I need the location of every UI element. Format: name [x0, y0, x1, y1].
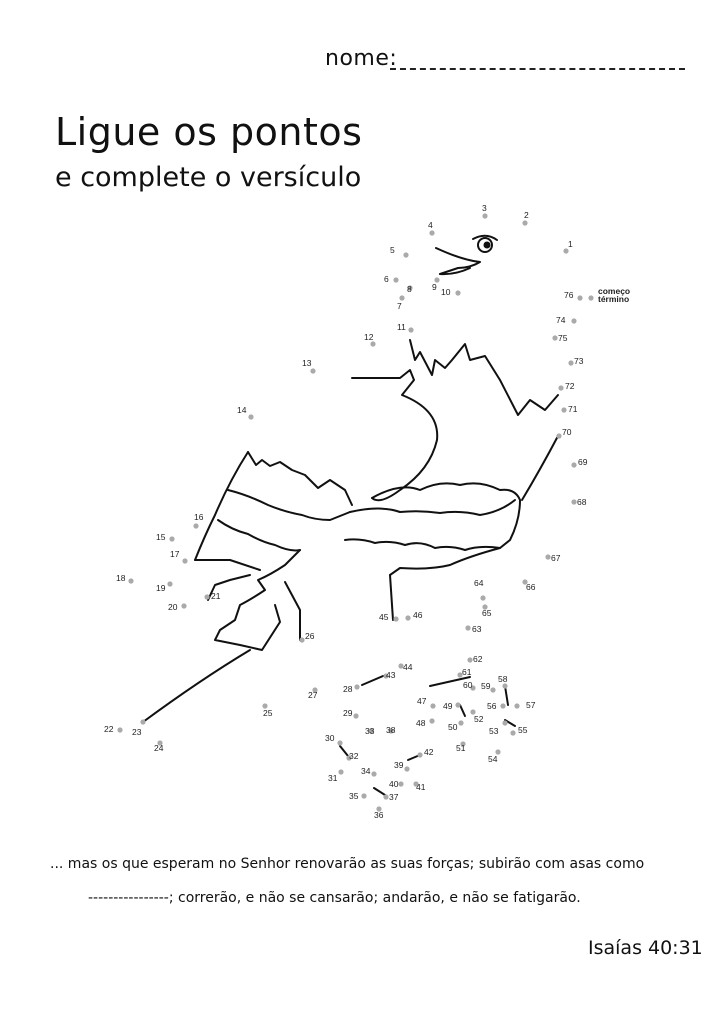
dot-label-62: 62 — [473, 654, 483, 664]
dot-49[interactable] — [455, 702, 460, 707]
dot-label-60: 60 — [463, 680, 473, 690]
dot-label-73: 73 — [574, 356, 584, 366]
wing-upper — [352, 370, 437, 500]
dot-label-28: 28 — [343, 684, 353, 694]
dot-label-48: 48 — [416, 718, 426, 728]
dot-57[interactable] — [514, 703, 519, 708]
dot-label-11: 11 — [397, 322, 406, 332]
dot-label-43: 43 — [386, 670, 396, 680]
eagle-leg — [285, 582, 300, 640]
dot-76[interactable] — [577, 295, 582, 300]
dot-label-21: 21 — [211, 591, 221, 601]
dot-31[interactable] — [338, 769, 343, 774]
end-label: término — [598, 294, 630, 304]
dot-label-19: 19 — [156, 583, 166, 593]
dot-55[interactable] — [510, 730, 515, 735]
eagle-tail — [215, 550, 300, 650]
dot-label-29: 29 — [343, 708, 353, 718]
neck-feathers — [410, 340, 558, 415]
dot-label-51: 51 — [456, 743, 466, 753]
dot-30[interactable] — [337, 740, 342, 745]
eagle-body — [372, 483, 520, 575]
dot-label-31: 31 — [328, 773, 338, 783]
dot-label-44: 44 — [403, 662, 413, 672]
verse-line-1: ... mas os que esperam no Senhor renovarão as suas forças; subirão com asas como — [50, 856, 645, 872]
dot-40[interactable] — [398, 781, 403, 786]
dot-label-18: 18 — [116, 573, 126, 583]
name-label: nome: — [325, 46, 398, 71]
dot-28[interactable] — [354, 684, 359, 689]
dot-label-22: 22 — [104, 724, 114, 734]
dot-label-42: 42 — [424, 747, 434, 757]
dot-35[interactable] — [361, 793, 366, 798]
dot-label-61: 61 — [462, 667, 472, 677]
dot-label-37: 37 — [389, 792, 399, 802]
page-subtitle: e complete o versículo — [55, 162, 362, 193]
dot-label-57: 57 — [526, 700, 536, 710]
dot-label-50: 50 — [448, 722, 458, 732]
dot-label-65: 65 — [482, 608, 492, 618]
dot-label-2: 2 — [524, 210, 529, 220]
dot-74[interactable] — [571, 318, 576, 323]
verse-line-2: ----------------; correrão, e não se cansarão; andarão, e não se fatigarão. — [88, 890, 581, 906]
dot-48[interactable] — [429, 718, 434, 723]
dot-16[interactable] — [193, 523, 198, 528]
dot-label-34: 34 — [361, 766, 371, 776]
dot-label-70: 70 — [562, 427, 572, 437]
dot-29[interactable] — [353, 713, 358, 718]
start-dot[interactable] — [588, 295, 593, 300]
dot-label-3: 3 — [482, 203, 487, 213]
dot-71[interactable] — [561, 407, 566, 412]
dot-72[interactable] — [558, 385, 563, 390]
dot-label-49: 49 — [443, 701, 453, 711]
dot-26[interactable] — [299, 637, 304, 642]
dot-label-5: 5 — [390, 245, 395, 255]
dot-label-17: 17 — [170, 549, 180, 559]
dot-label-8: 8 — [407, 284, 412, 294]
dot-label-45: 45 — [379, 612, 389, 622]
dot-label-67: 67 — [551, 553, 561, 563]
dot-58[interactable] — [502, 683, 507, 688]
dot-label-1: 1 — [568, 239, 573, 249]
dot-label-64: 64 — [474, 578, 484, 588]
dot-70[interactable] — [556, 433, 561, 438]
dot-73[interactable] — [568, 360, 573, 365]
dot-label-23: 23 — [132, 727, 142, 737]
dot-75[interactable] — [552, 335, 557, 340]
dot-label-75: 75 — [558, 333, 568, 343]
dot-1[interactable] — [563, 248, 568, 253]
dot-label-76: 76 — [564, 290, 574, 300]
dot-label-68: 68 — [577, 497, 587, 507]
dot-47[interactable] — [430, 703, 435, 708]
dot-63[interactable] — [465, 625, 470, 630]
dot-37[interactable] — [383, 794, 388, 799]
start-end-marker — [598, 286, 630, 304]
dot-label-41: 41 — [416, 782, 426, 792]
dot-label-53: 53 — [489, 726, 499, 736]
dot-label-74: 74 — [556, 315, 566, 325]
dot-label-66: 66 — [526, 582, 536, 592]
dot-14[interactable] — [248, 414, 253, 419]
dot-11[interactable] — [408, 327, 413, 332]
dot-label-55: 55 — [518, 725, 528, 735]
dot-label-46: 46 — [413, 610, 423, 620]
dot-45[interactable] — [393, 616, 398, 621]
dot-label-7: 7 — [397, 301, 402, 311]
dot-13[interactable] — [310, 368, 315, 373]
dot-17[interactable] — [182, 558, 187, 563]
dot-53[interactable] — [502, 720, 507, 725]
dot-67[interactable] — [545, 554, 550, 559]
dot-label-26: 26 — [305, 631, 315, 641]
dot-label-56: 56 — [487, 701, 497, 711]
page-title: Ligue os pontos — [55, 110, 363, 154]
beak-upper — [436, 248, 480, 274]
dot-label-6: 6 — [384, 274, 389, 284]
dot-label-12: 12 — [364, 332, 374, 342]
dot-label-4: 4 — [428, 220, 433, 230]
dot-label-52: 52 — [474, 714, 484, 724]
dot-64[interactable] — [480, 595, 485, 600]
dot-label-47: 47 — [417, 696, 427, 706]
dot-46[interactable] — [405, 615, 410, 620]
dot-label-9: 9 — [432, 282, 437, 292]
dot-34[interactable] — [371, 771, 376, 776]
dot-label-20: 20 — [168, 602, 178, 612]
dot-56[interactable] — [500, 703, 505, 708]
verse-reference: Isaías 40:31 — [588, 937, 703, 959]
dot-18[interactable] — [128, 578, 133, 583]
dot-62[interactable] — [467, 657, 472, 662]
dot-3[interactable] — [482, 213, 487, 218]
dot-label-40: 40 — [389, 779, 399, 789]
dot-10[interactable] — [455, 290, 460, 295]
dot-59[interactable] — [490, 687, 495, 692]
dot-20[interactable] — [181, 603, 186, 608]
dot-23[interactable] — [140, 719, 145, 724]
dot-label-38: 38 — [386, 725, 396, 735]
dot-label-30: 30 — [325, 733, 335, 743]
dot-69[interactable] — [571, 462, 576, 467]
dot-6[interactable] — [393, 277, 398, 282]
wing-left — [248, 452, 352, 505]
dot-label-25: 25 — [263, 708, 273, 718]
dot-12[interactable] — [370, 341, 375, 346]
dot-7[interactable] — [399, 295, 404, 300]
dot-22[interactable] — [117, 727, 122, 732]
dot-label-13: 13 — [302, 358, 312, 368]
dot-label-36: 36 — [374, 810, 384, 820]
dot-label-72: 72 — [565, 381, 575, 391]
dot-label-27: 27 — [308, 690, 318, 700]
dot-label-16: 16 — [194, 512, 204, 522]
dot-68[interactable] — [571, 499, 576, 504]
dot-label-15: 15 — [156, 532, 166, 542]
dot-label-10: 10 — [441, 287, 451, 297]
dot-label-58: 58 — [498, 674, 508, 684]
dot-label-63: 63 — [472, 624, 482, 634]
dot-15[interactable] — [169, 536, 174, 541]
dot-39[interactable] — [404, 766, 409, 771]
dot-label-39: 39 — [394, 760, 404, 770]
start-label: começo — [598, 286, 631, 296]
dot-label-35: 35 — [349, 791, 359, 801]
dot-42[interactable] — [417, 752, 422, 757]
dot-21[interactable] — [204, 594, 209, 599]
dot-label-54: 54 — [488, 754, 498, 764]
dot-19[interactable] — [167, 581, 172, 586]
dot-label-69: 69 — [578, 457, 588, 467]
dot-label-33: 33 — [365, 726, 375, 736]
dot-label-14: 14 — [237, 405, 247, 415]
dot-label-32: 32 — [349, 751, 359, 761]
dot-4[interactable] — [429, 230, 434, 235]
dot-5[interactable] — [403, 252, 408, 257]
dot-label-71: 71 — [568, 404, 578, 414]
dot-2[interactable] — [522, 220, 527, 225]
dot-label-59: 59 — [481, 681, 491, 691]
dot-50[interactable] — [458, 720, 463, 725]
dot-label-24: 24 — [154, 743, 164, 753]
